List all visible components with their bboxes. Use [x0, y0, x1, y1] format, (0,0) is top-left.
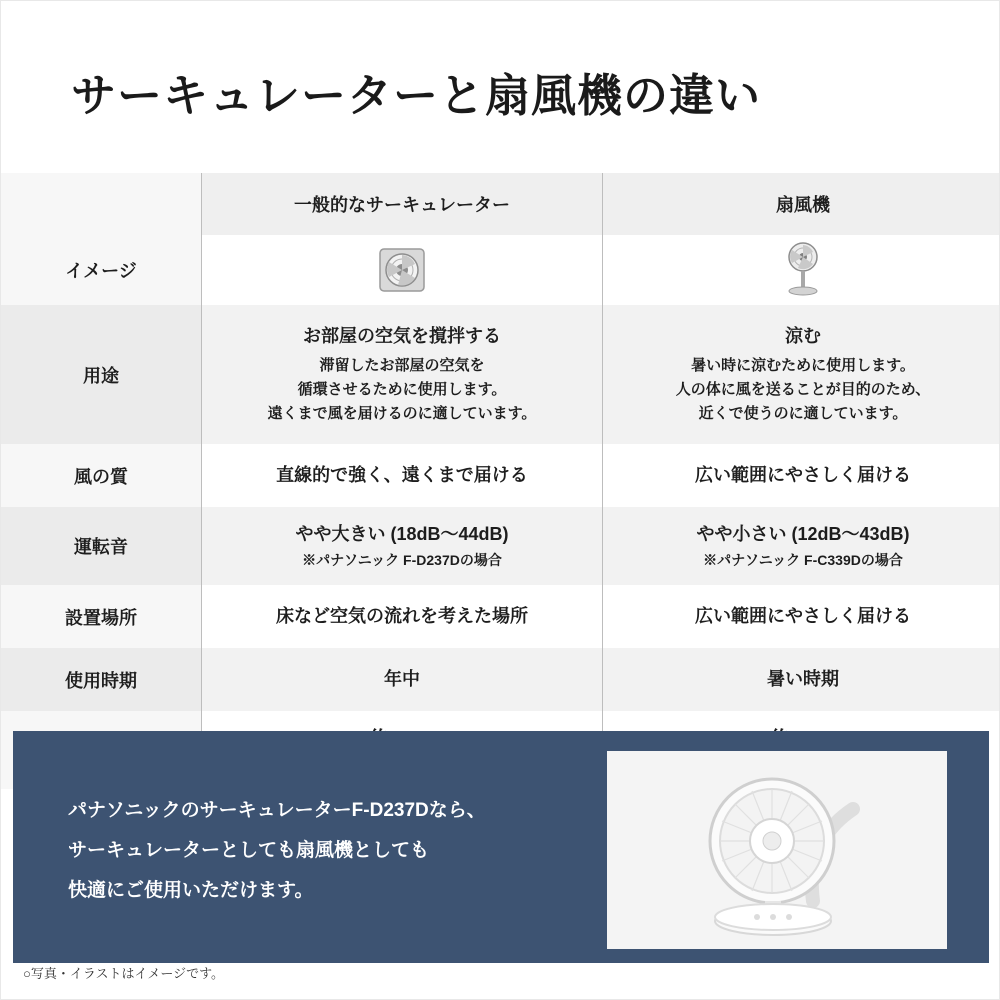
- row-label-season: 使用時期: [1, 648, 202, 711]
- promo-line-1: パナソニックのサーキュレーターF-D237Dなら、: [68, 800, 486, 821]
- product-photo-svg: [607, 751, 947, 949]
- windquality-circulator-main: 直線的で強く、遠くまで届ける: [276, 465, 528, 485]
- cell-windquality-fan: [603, 444, 1000, 507]
- table-row: [1, 305, 1000, 444]
- footnote: ○写真・イラストはイメージです。: [23, 966, 225, 981]
- circulator-icon-svg: [376, 245, 428, 295]
- cell-fan-image: [603, 235, 1000, 305]
- promo-line-2: サーキュレーターとしても扇風機としても: [68, 839, 430, 861]
- cell-season-fan: [603, 648, 1000, 711]
- row-label-placement: 設置場所: [1, 585, 202, 648]
- noise-fan-note: ※パナソニック F-C339Dの場合: [703, 552, 903, 568]
- cell-usage-fan: [603, 305, 1000, 444]
- row-label-image: イメージ: [1, 235, 202, 305]
- table-row: [1, 648, 1000, 711]
- row-label-noise: 運転音: [1, 507, 202, 585]
- usage-circulator-sub: 滞留したお部屋の空気を 循環させるために使用します。 遠くまで風を届けるのに適しています。: [267, 357, 537, 422]
- usage-circulator-main: お部屋の空気を撹拌する: [303, 326, 501, 346]
- table-row: [1, 235, 1000, 305]
- row-label-usage: 用途: [1, 305, 202, 444]
- promo-banner-text: [68, 791, 486, 911]
- noise-fan-main: やや小さい (12dB〜43dB): [696, 524, 910, 544]
- table-row: [1, 444, 1000, 507]
- cell-noise-fan: [603, 507, 1000, 585]
- header-fan: 扇風機: [603, 173, 1000, 235]
- noise-circulator-note: ※パナソニック F-D237Dの場合: [302, 552, 502, 568]
- table-row: [1, 585, 1000, 648]
- cell-windquality-circulator: [202, 444, 603, 507]
- row-label-windquality: 風の質: [1, 444, 202, 507]
- placement-circulator-main: 床など空気の流れを考えた場所: [276, 606, 528, 626]
- season-circulator-main: 年中: [384, 669, 420, 689]
- table-header-row: [1, 173, 1000, 235]
- placement-fan-main: 広い範囲にやさしく届ける: [695, 606, 911, 626]
- header-circulator: 一般的なサーキュレーター: [202, 173, 603, 235]
- product-photo: [607, 751, 947, 949]
- header-label-cell: [1, 173, 202, 235]
- usage-fan-main: 涼む: [785, 326, 821, 346]
- promo-line-3: 快適にご使用いただけます。: [68, 879, 314, 901]
- windquality-fan-main: 広い範囲にやさしく届ける: [695, 465, 911, 485]
- cell-season-circulator: [202, 648, 603, 711]
- cell-circulator-image: [202, 235, 603, 305]
- circulator-icon: [202, 239, 602, 301]
- usage-fan-sub: 暑い時に涼むために使用します。 人の体に風を送ることが目的のため、 近くで使うのに適しています。: [675, 357, 931, 422]
- comparison-table: [1, 173, 1000, 789]
- table-row: [1, 507, 1000, 585]
- cell-usage-circulator: [202, 305, 603, 444]
- noise-circulator-main: やや大きい (18dB〜44dB): [295, 524, 509, 544]
- electric-fan-icon: [603, 239, 1000, 301]
- electric-fan-icon-svg: [781, 241, 825, 299]
- cell-noise-circulator: [202, 507, 603, 585]
- page-title: サーキュレーターと扇風機の違い: [71, 70, 762, 121]
- season-fan-main: 暑い時期: [767, 669, 839, 689]
- cell-placement-circulator: [202, 585, 603, 648]
- promo-banner: [13, 731, 989, 963]
- cell-placement-fan: [603, 585, 1000, 648]
